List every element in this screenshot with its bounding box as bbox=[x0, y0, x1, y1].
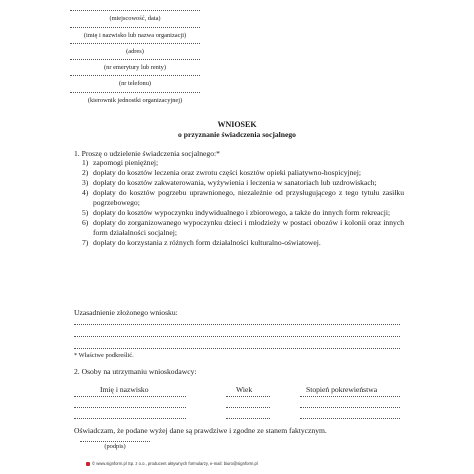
item-text: dopłaty do kosztów pogrzebu uprawnionego, niezależnie od przysługującego z tego tytułu zasiłku pogrzebowego; bbox=[93, 188, 404, 207]
item-number: 6) bbox=[82, 218, 89, 227]
item-text: dopłaty do kosztów zakwaterowania, wyżywienia i leczenia w sanatoriach lub uzdrowiskach; bbox=[93, 178, 377, 187]
item-number: 4) bbox=[82, 188, 89, 197]
relation-cell[interactable] bbox=[300, 396, 400, 397]
column-header-relation: Stopień pokrewieństwa bbox=[306, 385, 378, 394]
field-label: (kierownik jednostki organizacyjnej) bbox=[87, 97, 183, 104]
list-item[interactable] bbox=[82, 158, 404, 168]
signature-label: (podpis) bbox=[104, 443, 126, 450]
age-cell[interactable] bbox=[226, 407, 270, 408]
document-subtitle: o przyznanie świadczenia socjalnego bbox=[178, 130, 296, 139]
list-item[interactable] bbox=[82, 178, 404, 188]
address-field bbox=[70, 43, 200, 56]
item-text: dopłaty do korzystania z różnych form działalności kulturalno-oświatowej. bbox=[93, 238, 321, 247]
item-text: dopłaty do kosztów leczenia oraz zwrotu części kosztów opieki paliatywno-hospicyjnej; bbox=[93, 168, 362, 177]
list-item[interactable] bbox=[82, 238, 404, 248]
field-label: (imię i nazwisko lub nazwa organizacji) bbox=[83, 32, 187, 39]
footer-text: © www.signform.pl Sp. z o.o., producent aktywnych formularzy, e-mail: biuro@signform.pl bbox=[92, 461, 258, 466]
field-label: (adres) bbox=[126, 48, 144, 55]
signform-logo-icon bbox=[86, 462, 90, 466]
justification-label: Uzasadnienie złożonego wniosku: bbox=[74, 308, 178, 317]
item-text: zapomogi pieniężnej; bbox=[93, 158, 159, 167]
list-item[interactable] bbox=[82, 218, 404, 238]
relation-cell[interactable] bbox=[300, 418, 400, 419]
column-header-name: Imię i nazwisko bbox=[100, 385, 149, 394]
justification-line[interactable] bbox=[74, 336, 400, 337]
pension-number-field bbox=[70, 59, 200, 72]
item-number: 2) bbox=[82, 168, 89, 177]
item-number: 5) bbox=[82, 208, 89, 217]
item-text: dopłaty do zorganizowanego wypoczynku dzieci i młodzieży w postaci obozów i kolonii oraz innych form działalności socjalnej; bbox=[93, 218, 404, 237]
field-label: (miejscowość, data) bbox=[109, 15, 161, 22]
signature-line[interactable] bbox=[80, 441, 150, 442]
footnote: * Właściwe podkreślić. bbox=[74, 352, 134, 359]
place-date-field bbox=[70, 10, 200, 23]
age-cell[interactable] bbox=[226, 418, 270, 419]
column-header-age: Wiek bbox=[236, 385, 253, 394]
relation-cell[interactable] bbox=[300, 407, 400, 408]
name-cell[interactable] bbox=[74, 407, 186, 408]
age-cell[interactable] bbox=[226, 396, 270, 397]
item-number: 7) bbox=[82, 238, 89, 247]
name-cell[interactable] bbox=[74, 418, 186, 419]
list-item[interactable] bbox=[82, 208, 404, 218]
justification-line[interactable] bbox=[74, 324, 400, 325]
justification-line[interactable] bbox=[74, 348, 400, 349]
item-number: 1) bbox=[82, 158, 89, 167]
item-text: dopłaty do kosztów wypoczynku indywidualnego i zbiorowego, a także do innych form rekreacji; bbox=[93, 208, 391, 217]
phone-field bbox=[70, 75, 200, 88]
document-title: WNIOSEK bbox=[217, 120, 257, 129]
list-item[interactable] bbox=[82, 188, 404, 208]
name-cell[interactable] bbox=[74, 396, 186, 397]
field-label: (nr emerytury lub renty) bbox=[104, 64, 166, 71]
section1-intro: 1. Proszę o udzielenie świadczenia socjalnego:* bbox=[74, 149, 220, 158]
field-label: (nr telefonu) bbox=[118, 80, 152, 87]
unit-manager-field bbox=[70, 92, 200, 105]
benefit-options-list bbox=[82, 158, 404, 248]
applicant-name-field bbox=[70, 27, 200, 40]
section2-intro: 2. Osoby na utrzymaniu wnioskodawcy: bbox=[74, 367, 197, 376]
footer bbox=[86, 461, 258, 466]
declaration-text: Oświadczam, że podane wyżej dane są prawdziwe i zgodne ze stanem faktycznym. bbox=[74, 426, 327, 435]
item-number: 3) bbox=[82, 178, 89, 187]
list-item[interactable] bbox=[82, 168, 404, 178]
